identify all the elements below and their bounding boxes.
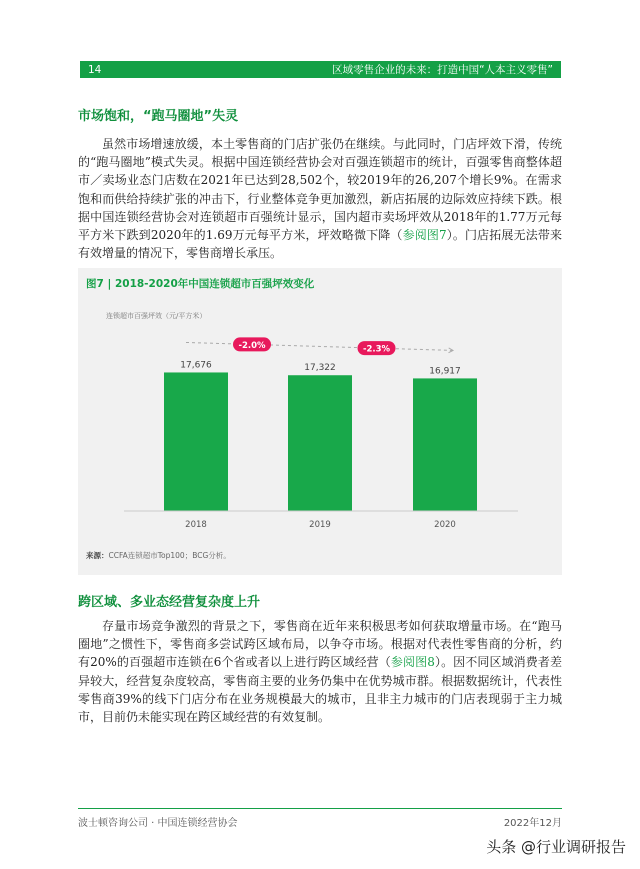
paragraph-market-saturation: 虽然市场增速放缓，本土零售商的门店扩张仍在继续。与此同时，门店坪效下滑，传统的“跑马圈地”模式失灵。根据中国连锁经营协会对百强连锁超市的统计，百强零售商整体超市／卖场业态门店数在2021年已达到28,502个，较2019年的26,207个增长9%。在需求饱和而供给持续扩张的冲击下，行业整体竞争更加激烈，新店拓展的边际效应持续下跌。根据中国连锁经营协会对连锁超市百强统计显示，国内超市卖场坪效从2018年的1.77万元每平方米下跌到2020年的1.69万元每平方米，坪效略微下降（参阅图7）。门店拓展无法带来有效增量的情况下，零售商增长承压。 (78, 137, 562, 261)
footer-date: 2022年12月 (503, 818, 562, 829)
bar-chart (78, 268, 562, 575)
change-label-1: -2.0% (238, 340, 266, 351)
section-title-cross-region: 跨区域、多业态经营复杂度上升 (78, 595, 261, 610)
figure-source: 来源：CCFA连锁超市Top100；BCG分析。 (86, 551, 231, 560)
data-label-2019: 17,322 (304, 363, 336, 374)
footer-divider (78, 808, 562, 809)
change-label-2: -2.3% (362, 344, 391, 355)
header-title: 区域零售企业的未来：打造中国“人本主义零售” (332, 64, 553, 76)
data-label-2018: 17,676 (180, 360, 212, 371)
figure-7 (78, 268, 562, 575)
data-label-2020: 16,917 (429, 366, 461, 377)
figure-title: 图7 | 2018-2020年中国连锁超市百强坪效变化 (86, 278, 315, 290)
x-tick-2020: 2020 (434, 520, 456, 530)
paragraph-cross-region: 存量市场竞争激烈的背景之下，零售商在近年来积极思考如何获取增量市场。在“跑马圈地”之惯性下，零售商多尝试跨区域布局，以争夺市场。根据对代表性零售商的分析，约有20%的百强超市连锁在6个省或者以上进行跨区域经营（参阅图8）。因不同区域消费者差异较大，经营复杂度较高，零售商主要的业务仍集中在优势城市群。根据数据统计，代表性零售商39%的线下门店分布在业务规模最大的城市，且非主力城市的门店表现弱于主力城市，目前仍未能实现在跨区域经营的有效复制。 (78, 619, 562, 725)
page-number: 14 (88, 63, 102, 76)
bar-2020 (413, 378, 477, 511)
footer-publisher: 波士顿咨询公司 · 中国连锁经营协会 (78, 818, 238, 829)
bar-2018 (164, 372, 228, 511)
figure-8-reference[interactable]: 参阅图8 (390, 655, 435, 670)
page-header (80, 61, 561, 78)
bar-2019 (288, 375, 352, 511)
x-tick-2018: 2018 (185, 520, 207, 530)
section-title-market-saturation: 市场饱和，“跑马圈地”失灵 (78, 109, 239, 124)
figure-7-reference[interactable]: 参阅图7 (402, 228, 447, 243)
watermark: 头条 @行业调研报告 (486, 838, 626, 856)
y-axis-label: 连锁超市百强坪效（元/平方米） (106, 312, 207, 320)
x-tick-2019: 2019 (309, 520, 331, 530)
trend-line (186, 342, 453, 350)
